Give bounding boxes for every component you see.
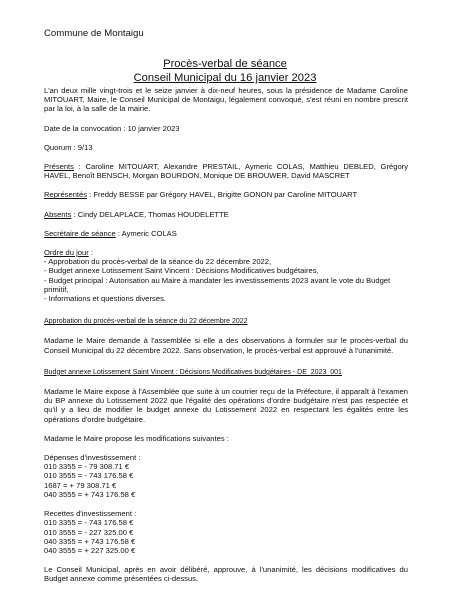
presents-list: : Caroline MITOUART, Alexandre PRESTAIL, Aymeric COLAS, Matthieu DEBLED, Grégory HAVEL, Benoît BENSCH, Morgan BOURDON, Monique DE BROUWER, David MASCRET (44, 162, 408, 181)
depense-line: 040 3555 = + 743 176.58 € (44, 489, 136, 499)
recette-line: 040 3355 = + 743 176.58 € (44, 536, 136, 546)
document-body (44, 86, 408, 584)
ordre-item: - Budget annexe Lotissement Saint Vincent : Décisions Modificatives budgétaires, (44, 266, 319, 276)
secretaire-name: : Aymeric COLAS (115, 228, 177, 238)
title-line-1: Procès-verbal de séance (163, 58, 287, 70)
recette-line: 010 3555 = - 227 325.00 € (44, 527, 134, 537)
absents-label: Absents (44, 209, 72, 219)
recette-line: 040 3555 = + 227 325.00 € (44, 545, 136, 555)
representes-list: : Freddy BESSE par Grégory HAVEL, Brigitte GONON par Caroline MITOUART (87, 190, 358, 200)
presents-label: Présents (44, 162, 74, 172)
representes-paragraph (44, 190, 408, 199)
representes-label: Représentés (44, 190, 88, 200)
ordre-label: Ordre du jour (44, 248, 89, 258)
section-budget-title: Budget annexe Lotissement Saint Vincent : Décisions Modificatives budgétaires - DE_2023_001 (44, 368, 342, 376)
depense-line: 010 3555 = - 743 176.58 € (44, 471, 134, 481)
section-approbation-text: Madame le Maire demande à l'assemblée si elle a des observations à formuler sur le procès-verbal du Conseil Municipal du 22 décembre 2022. Sans observation, le procès-verbal est approuvé à l'unanimité. (44, 336, 408, 355)
ordre-item: - Informations et questions diverses. (44, 294, 166, 304)
section-budget-text: Madame le Maire expose à l'Assemblée que suite à un courrier reçu de la Préfecture, il apparaît à l'examen du BP annexe du Lotissement 2022 que l'égalité des opérations d'ordre budgétaire n'est pas respectée et qu'il y a lieu de modifier le budget annexe du Lotissement 2022 en respectant les égalités entre les opérations d'ordre budgétaire. (44, 387, 408, 424)
depense-line: 1687 = + 79 308.71 € (44, 480, 117, 490)
secretaire-paragraph (44, 229, 408, 238)
intro-paragraph: L'an deux mille vingt-trois et le seize janvier à dix-neuf heures, sous la présidence de Madame Caroline MITOUART, Maire, le Conseil Municipal de Montaigu, légalement convoqué, s'est réuni en nombre prescrit par la loi, à la salle de la mairie. (44, 86, 408, 114)
section-budget-propose: Madame le Maire propose les modifications suivantes : (44, 433, 229, 443)
depenses-title: Dépenses d'investissement : (44, 453, 141, 463)
absents-paragraph (44, 210, 408, 219)
title-line-2: Conseil Municipal du 16 janvier 2023 (133, 72, 317, 84)
secretaire-label: Secrétaire de séance (44, 228, 116, 238)
quorum: Quorum : 9/13 (44, 142, 93, 152)
depense-line: 010 3355 = - 79 308.71 € (44, 462, 130, 472)
ordre-item: - Budget principal : Autorisation au Maire à mandater les investissements 2023 avant le vote du Budget primitif, (44, 275, 391, 294)
recettes-list (44, 509, 408, 555)
depenses-list (44, 453, 408, 499)
recettes-title: Recettes d'investissement : (44, 509, 137, 519)
convocation-date: Date de la convocation : 10 janvier 2023 (44, 123, 180, 133)
ordre-du-jour (44, 248, 408, 303)
section-budget-conclusion: Le Conseil Municipal, après en avoir délibéré, approuve, à l'unanimité, les décisions modificatives du Budget annexe comme présentées ci-dessus. (44, 565, 408, 584)
presents-paragraph (44, 162, 408, 180)
recette-line: 010 3355 = - 743 176.58 € (44, 518, 134, 528)
document-title (0, 57, 450, 85)
section-approbation-title: Approbation du procès-verbal de la séance du 22 décembre 2022 (44, 318, 248, 326)
absents-list: : Cindy DELAPLACE, Thomas HOUDELETTE (71, 209, 229, 219)
ordre-heading: Ordre du jour : (44, 248, 93, 258)
ordre-item: - Approbation du procès-verbal de la séance du 22 décembre 2022, (44, 257, 272, 267)
commune-header: Commune de Montaigu (44, 28, 144, 39)
